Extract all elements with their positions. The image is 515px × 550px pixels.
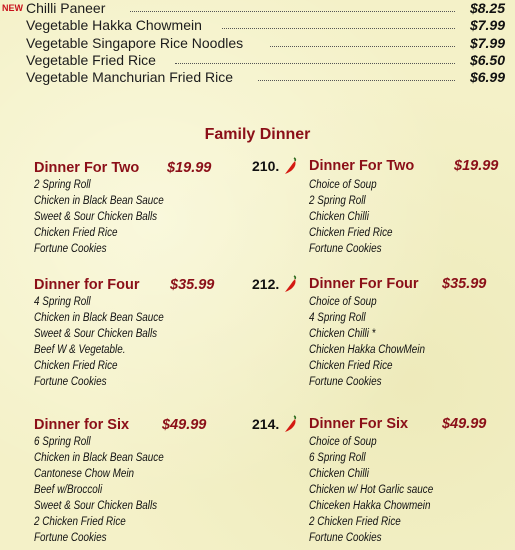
- menu-item-row: [0, 0, 515, 17]
- dinner-item: Sweet & Sour Chicken Balls: [34, 500, 158, 512]
- dinner-item: Fortune Cookies: [309, 532, 382, 544]
- dotted-leader: [222, 28, 455, 29]
- dinner-item: 2 Spring Roll: [309, 195, 366, 207]
- menu-item-price: $6.99: [469, 69, 505, 85]
- dinner-title: Dinner For Two: [34, 160, 140, 176]
- item-number: 214.: [252, 416, 280, 432]
- menu-item-price: $8.25: [469, 0, 505, 16]
- dinner-item-list: [309, 434, 453, 546]
- dinner-item: Cantonese Chow Mein: [34, 468, 135, 480]
- dinner-item: Beef W & Vegetable.: [34, 344, 126, 356]
- dinner-item: 4 Spring Roll: [309, 312, 366, 324]
- dinner-title: Dinner for Six: [34, 417, 130, 433]
- dinner-item: Chicken Chilli: [309, 211, 369, 223]
- dinner-item: Chicken w/ Hot Garlic sauce: [309, 484, 434, 496]
- dinner-item: Chicken Hakka ChowMein: [309, 344, 425, 356]
- menu-item-name: Vegetable Singapore Rice Noodles: [26, 35, 244, 51]
- chili-pepper-icon: [284, 415, 298, 433]
- chili-pepper-icon: [284, 157, 298, 175]
- dinner-item: Chicken in Black Bean Sauce: [34, 195, 164, 207]
- section-title-family-dinner: Family Dinner: [204, 126, 311, 143]
- chili-pepper-icon: [284, 275, 298, 293]
- dinner-item: Chiceken Hakka Chowmein: [309, 500, 431, 512]
- dinner-item: Chicken in Black Bean Sauce: [34, 452, 164, 464]
- dinner-card-numbered: [252, 276, 510, 396]
- menu-item-row: [0, 17, 515, 34]
- dinner-item-list: [309, 294, 444, 390]
- dinner-price: $35.99: [170, 277, 215, 293]
- dinner-item: Fortune Cookies: [34, 532, 107, 544]
- dinner-item: Choice of Soup: [309, 179, 377, 191]
- dinner-price: $19.99: [167, 160, 212, 176]
- dinner-card: [34, 160, 234, 270]
- dinner-title: Dinner For Four: [309, 276, 419, 292]
- dinner-card-numbered: [252, 416, 510, 548]
- dinner-price: $49.99: [162, 417, 207, 433]
- dinner-item: 4 Spring Roll: [34, 296, 91, 308]
- dinner-price: $35.99: [442, 276, 487, 292]
- menu-item-name: Vegetable Fried Rice: [26, 52, 156, 68]
- dinner-item: 2 Chicken Fried Rice: [34, 516, 126, 528]
- menu-item-price: $6.50: [469, 52, 505, 68]
- dinner-item-list: [34, 294, 185, 390]
- dinner-item: Chicken Chilli: [309, 468, 369, 480]
- menu-item-price: $7.99: [469, 35, 505, 51]
- dinner-item: Fortune Cookies: [34, 243, 107, 255]
- dinner-item: Choice of Soup: [309, 296, 377, 308]
- dinner-item: Chicken Fried Rice: [34, 360, 118, 372]
- dinner-item: Chicken Fried Rice: [309, 360, 393, 372]
- new-badge: NEW: [2, 3, 23, 13]
- menu-item-name: Vegetable Manchurian Fried Rice: [26, 69, 234, 85]
- dinner-item: Fortune Cookies: [309, 243, 382, 255]
- dinner-item: 2 Spring Roll: [34, 179, 91, 191]
- dinner-price: $49.99: [442, 416, 487, 432]
- dinner-card: [34, 417, 234, 549]
- dinner-title: Dinner for Four: [34, 277, 140, 293]
- menu-item-row: [0, 35, 515, 52]
- dinner-item: Chicken Fried Rice: [34, 227, 118, 239]
- dinner-price: $19.99: [454, 158, 499, 174]
- dinner-card: [34, 277, 234, 397]
- menu-item-price: $7.99: [469, 17, 505, 33]
- item-number: 210.: [252, 158, 280, 174]
- dinner-item: Chicken Chilli *: [309, 328, 376, 340]
- dotted-leader: [270, 46, 455, 47]
- dinner-item: Sweet & Sour Chicken Balls: [34, 328, 158, 340]
- dinner-item: Beef w/Broccoli: [34, 484, 103, 496]
- menu-item-row: [0, 52, 515, 69]
- dotted-leader: [258, 80, 455, 81]
- menu-item-name: Chilli Paneer: [26, 0, 106, 16]
- dinner-item-list: [309, 177, 406, 257]
- dinner-item-list: [34, 434, 185, 546]
- dotted-leader: [130, 11, 455, 12]
- dinner-card-numbered: [252, 158, 510, 270]
- dinner-item-list: [34, 177, 185, 257]
- dinner-item: Sweet & Sour Chicken Balls: [34, 211, 158, 223]
- menu-item-name: Vegetable Hakka Chowmein: [26, 17, 202, 33]
- dinner-item: 2 Chicken Fried Rice: [309, 516, 401, 528]
- dinner-item: Chicken Fried Rice: [309, 227, 393, 239]
- dotted-leader: [175, 63, 455, 64]
- dinner-item: Choice of Soup: [309, 436, 377, 448]
- dinner-item: Fortune Cookies: [34, 376, 107, 388]
- item-number: 212.: [252, 276, 280, 292]
- menu-item-row: [0, 69, 515, 86]
- dinner-item: 6 Spring Roll: [34, 436, 91, 448]
- dinner-item: Chicken in Black Bean Sauce: [34, 312, 164, 324]
- dinner-title: Dinner For Two: [309, 158, 415, 174]
- dinner-item: 6 Spring Roll: [309, 452, 366, 464]
- dinner-title: Dinner For Six: [309, 416, 409, 432]
- dinner-item: Fortune Cookies: [309, 376, 382, 388]
